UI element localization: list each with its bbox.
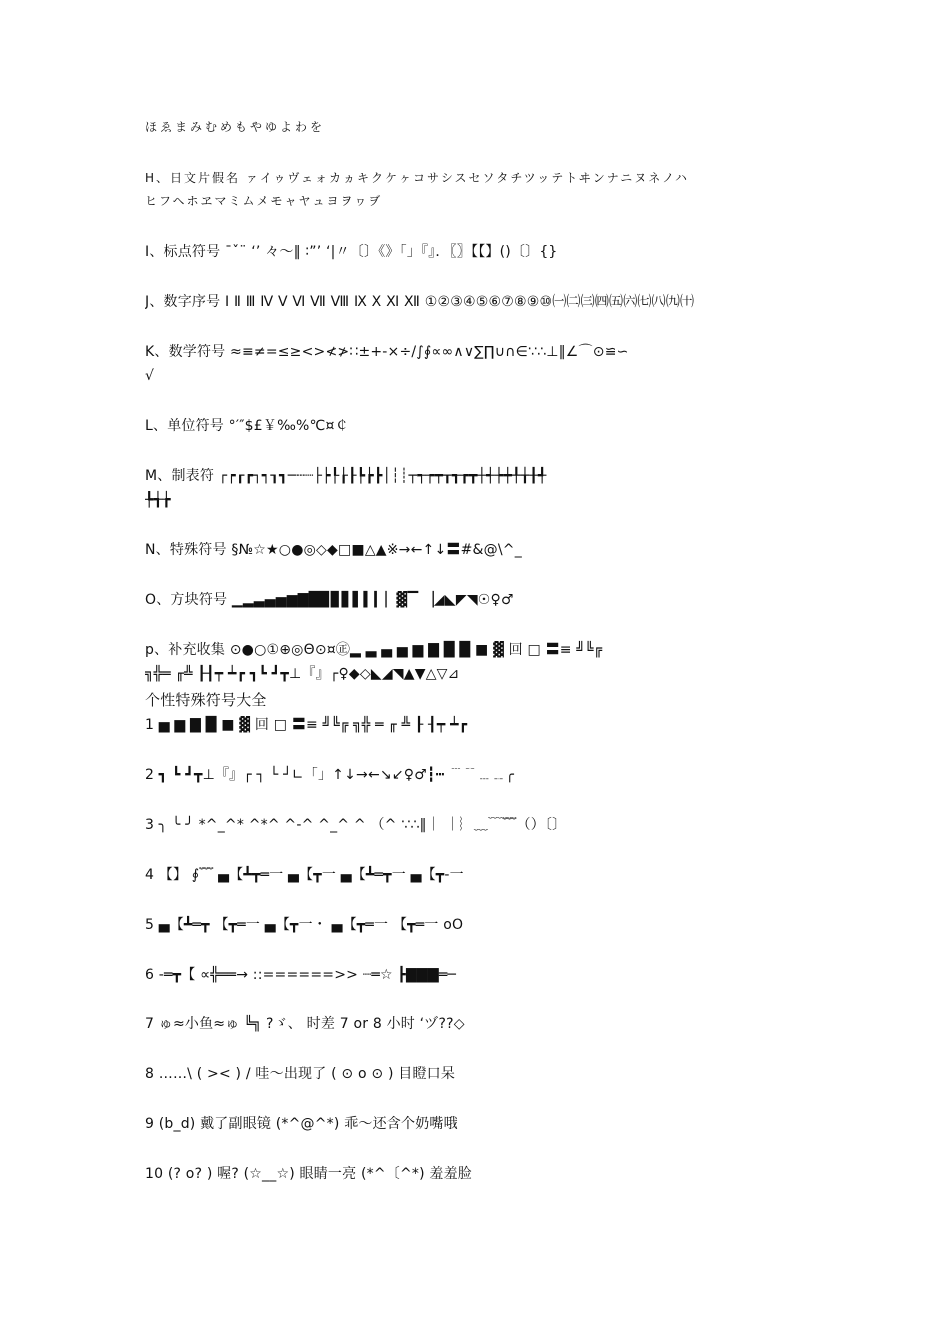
supplement-line-2: ╗╬═ ╓╩ ┠┨┯ ┷┏ ┓┗ ┛┳⊥『』┌♀◆◇◣◢◥▲▼△▽⊿ — [145, 666, 460, 682]
units-line: L、单位符号 °′″$£￥‰%℃¤￠ — [145, 418, 349, 434]
list-item-8: 8 ……\ ( >< ) / 哇～出现了 ( ⊙ o ⊙ ) 目瞪口呆 — [145, 1066, 456, 1082]
hiragana-line: ほゑまみむめもやゆよわを — [145, 120, 326, 134]
numerals-line: J、数字序号 Ⅰ Ⅱ Ⅲ Ⅳ Ⅴ Ⅵ Ⅶ Ⅷ Ⅸ Ⅹ Ⅺ Ⅻ ①②③④⑤⑥⑦⑧⑨⑩㈠㈡㈢㈣㈤㈥㈦㈧㈨㈩ — [145, 294, 695, 310]
special-symbols-line: N、特殊符号 §№☆★○●◎◇◆□■△▲※→←↑↓〓#&@\^_ — [145, 542, 522, 558]
box-drawing-line-2: ╄╅╆ — [145, 492, 171, 508]
list-item-6: 6 -═┳【 ∝╬══→ ::======>> ┈═☆ ┣▇▇▇═─ — [145, 967, 457, 983]
list-item-9: 9 (b_d) 戴了副眼镜 (*^@^*) 乖～还含个奶嘴哦 — [145, 1116, 458, 1132]
list-item-4: 4 【】 ∮﹌ ▄【┻┳═一 ▄【┳一 ▄【┻═┳一 ▄【┳-一 — [145, 867, 464, 883]
katakana-line-1: H、日文片假名 ァイゥヴェォカヵキクケヶコサシスセソタチツッテトヰンナニヌネノハ — [145, 171, 689, 185]
list-item-1: 1 ▅ ▆ ▇ █ ■ ▓ 回 □ 〓≡ ╝╚╔ ╗╬ ═ ╓ ╩ ┠ ┨┯ ┷┏ — [145, 717, 468, 733]
supplement-line-1: p、补充收集 ⊙●○①⊕◎Θ⊙¤㊣▂ ▃ ▄ ▅ ▆ ▇ █ █ ■ ▓ 回 □ 〓≡ ╝╚╔ — [145, 642, 603, 658]
list-item-3: 3 ╮ ╰ ╯ *^_^* ^*^ ^-^ ^_^ ^ （^ ∵∴‖｜ ｜︴﹏﹋﹌（）〔〕 — [145, 817, 567, 833]
list-item-2: 2 ┓ ┗ ┛┳⊥『』┌ ┐ └ ┘∟「」↑↓→←↘↙♀♂┇┅ ﹉﹊﹍﹎╭ — [145, 767, 515, 783]
list-item-5: 5 ▄【┻═┳ 【┳═一 ▄【┳一・ ▄【┳═一 【┳═一 oO — [145, 917, 464, 933]
punctuation-line: I、标点符号 ¯ˇ¨ ‘’ 々～‖ ∶”’ ‘|〃〔〕《》「」『』．〖〗【【】()〔〕{} — [145, 244, 558, 260]
section-heading: 个性特殊符号大全 — [145, 691, 267, 709]
box-drawing-line-1: M、制表符 ┌┍┎┏┐┑┒┓─┄┈├┝┞┟┠┡┢┣│┆┊┬┭┮┯┰┱┲┳┼┽┾┿╀╁╂╃ — [145, 468, 547, 484]
math-line-2: √ — [145, 368, 155, 384]
list-item-7: 7 ゅ≈小鱼≈ゅ ╚╗ ?ゞ、 时差 7 or 8 小时 ‘ヅ??◇ — [145, 1016, 465, 1032]
katakana-line-2: ヒフヘホヱマミムメモャヤュヨヲヮヺ — [145, 194, 383, 208]
math-line-1: K、数学符号 ≈≡≠=≤≥<>≮≯∷±+-×÷/∫∮∝∞∧∨∑∏∪∩∈∵∴⊥‖∠⌒⊙≌∽ — [145, 344, 629, 360]
block-symbols-line: O、方块符号 ▁▂▃▄▅▆▇█▉▊▋▌▍▎▏▓▔ ▕◢◣◤◥☉♀♂ — [145, 592, 514, 608]
list-item-10: 10 (? o? ) 喔? (☆__☆) 眼睛一亮 (*^〔^*) 羞羞脸 — [145, 1166, 473, 1182]
